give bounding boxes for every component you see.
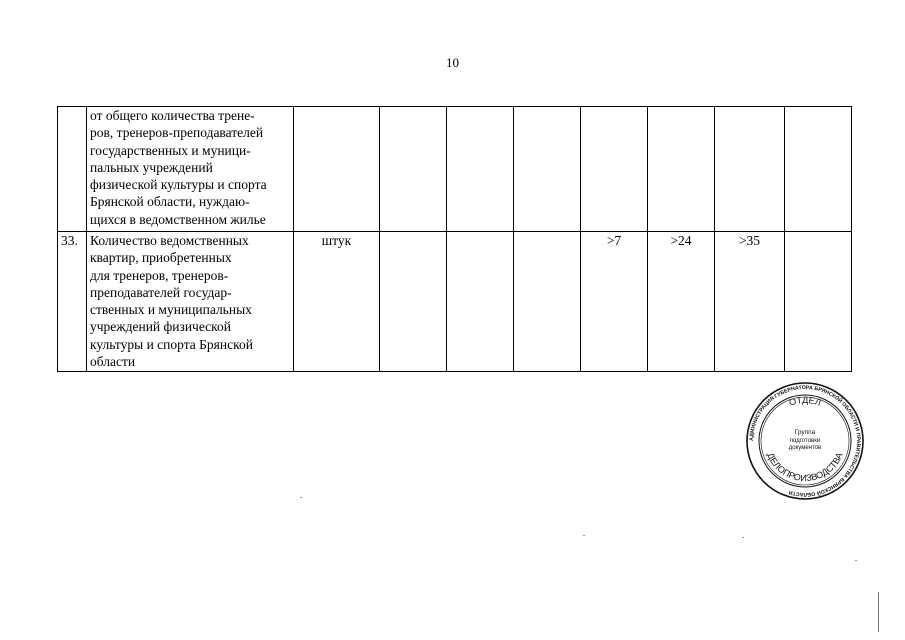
cell-value	[648, 107, 715, 232]
scan-speck	[300, 497, 302, 498]
description-line: для тренеров, тренеров-	[90, 267, 229, 283]
cell-number: 33.	[58, 232, 87, 372]
cell-value	[447, 232, 514, 372]
stamp-outer-text: АДМИНИСТРАЦИЯ ГУБЕРНАТОРА БРЯНСКОЙ ОБЛАСТИ И ПРАВИТЕЛЬСТВА БРЯНСКОЙ ОБЛАСТИ	[748, 384, 862, 498]
description-line: преподавателей государ-	[90, 284, 232, 300]
cell-value	[447, 107, 514, 232]
cell-value	[715, 107, 785, 232]
description-line: государственных и муници-	[90, 142, 251, 158]
stamp-center-line: документов	[788, 445, 822, 451]
description-line: от общего количества трене-	[90, 108, 255, 123]
stamp-center-line: подготовки	[789, 438, 821, 444]
description-line: пальных учреждений	[90, 159, 213, 175]
description-line: учреждений физической	[90, 319, 232, 335]
scan-edge-line	[878, 592, 879, 632]
scan-speck	[855, 560, 857, 561]
page-number: 10	[446, 55, 459, 70]
cell-value	[785, 107, 852, 232]
description-line: щихся в ведомственном жилье	[90, 211, 266, 227]
cell-value	[514, 232, 581, 372]
table-row-continuation	[58, 107, 852, 232]
cell-value: >7	[581, 232, 648, 372]
cell-value	[380, 232, 447, 372]
cell-number	[58, 107, 87, 232]
cell-value	[785, 232, 852, 372]
cell-description	[87, 107, 294, 232]
description-line: области	[90, 354, 136, 370]
official-stamp	[745, 381, 865, 501]
cell-value: >24	[648, 232, 715, 372]
stamp-center-line: Группа	[794, 429, 816, 436]
cell-description	[87, 232, 294, 372]
scan-speck	[583, 535, 585, 536]
stamp-arc-top: ОТДЕЛ	[787, 394, 823, 408]
description-line: Количество ведомственных	[90, 233, 249, 248]
cell-value: >35	[715, 232, 785, 372]
description-line: квартир, приобретенных	[90, 250, 232, 266]
cell-value	[514, 107, 581, 232]
scan-speck	[742, 537, 744, 538]
table-row-33	[58, 232, 852, 372]
cell-value	[380, 107, 447, 232]
cell-value	[581, 107, 648, 232]
indicators-table	[57, 106, 852, 372]
description-line: ственных и муниципальных	[90, 302, 252, 318]
description-line: Брянской области, нуждаю-	[90, 194, 250, 210]
stamp-arc-bottom: ДЕЛОПРОИЗВОДСТВА	[765, 451, 845, 484]
description-line: культуры и спорта Брянской	[90, 336, 253, 352]
description-line: физической культуры и спорта	[90, 177, 267, 193]
description-line: ров, тренеров-преподавателей	[90, 125, 264, 141]
cell-unit: штук	[294, 232, 380, 372]
cell-unit	[294, 107, 380, 232]
